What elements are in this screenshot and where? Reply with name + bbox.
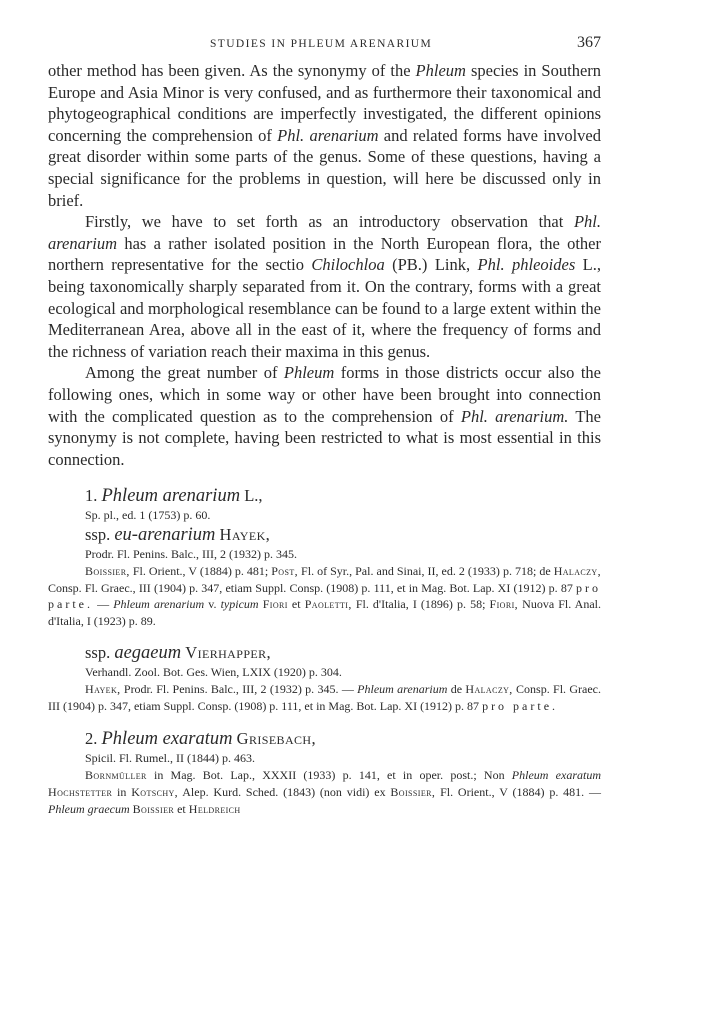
cit-text: Nuova Fl. Anal. d'Italia, I (1923) p. 89. bbox=[48, 597, 602, 629]
cit-author: Fiori bbox=[262, 597, 288, 612]
text-run: and related forms have involved great disorder within some parts of the genus. Some of these questions, having a special significance for the problems in question, will here be discussed only in brief. bbox=[48, 125, 602, 210]
cit-author: Hochstetter bbox=[48, 785, 113, 800]
taxon-name: aegaeum bbox=[114, 643, 182, 664]
cit-italic: typicum bbox=[220, 597, 259, 612]
cit-author: Boissier, bbox=[85, 563, 130, 578]
paragraph-1 bbox=[48, 60, 601, 211]
taxon-heading-phleum-exaratum bbox=[48, 728, 601, 750]
cit-author: Post, bbox=[271, 563, 299, 578]
cit-italic: Phleum exaratum bbox=[511, 768, 601, 783]
taxon-number: 1. bbox=[85, 486, 98, 506]
text-run: The synonymy is not complete, having been restricted to what is most essential in this connection. bbox=[48, 406, 601, 469]
rank-prefix: ssp. bbox=[85, 525, 111, 545]
text-run: has a rather isolated position in the North European flora, the other northern representative for the sectio bbox=[48, 233, 601, 275]
taxon-heading-phleum-arenarium bbox=[48, 485, 601, 507]
cit-text: v. bbox=[204, 597, 221, 612]
taxon-reference: Sp. pl., ed. 1 (1753) p. 60. bbox=[85, 508, 211, 523]
cit-spaced: pro parte. bbox=[482, 698, 559, 713]
taxon-author: Vierhapper, bbox=[185, 643, 272, 663]
cit-author: Heldreich bbox=[188, 801, 241, 816]
taxon-author: L., bbox=[244, 486, 263, 506]
cit-text: et bbox=[174, 801, 189, 816]
synonymy-citation bbox=[48, 681, 601, 715]
taxon-name: eu-arenarium bbox=[114, 525, 216, 546]
text-run: other method has been given. As the synonymy of the bbox=[48, 61, 416, 80]
cit-author: Hayek, bbox=[85, 681, 121, 696]
text-run: forms in those districts occur also the following ones, which in some way or other have been brought into connection with the complicated question as to the comprehension of bbox=[48, 363, 601, 426]
italic-run: Chilochloa bbox=[311, 255, 385, 275]
italic-run: Phleum bbox=[283, 363, 335, 383]
cit-text: Fl. Orient., V (1884) p. 481. — bbox=[435, 785, 601, 800]
cit-author: Boissier bbox=[132, 801, 175, 816]
italic-run: Phl. arenarium bbox=[277, 125, 379, 145]
synonymy-citation bbox=[48, 767, 601, 817]
rank-prefix: ssp. bbox=[85, 643, 111, 663]
cit-author: Boissier, bbox=[390, 785, 436, 800]
cit-text: — bbox=[92, 597, 114, 612]
cit-text: Fl. d'Italia, I (1896) p. 58; bbox=[351, 597, 490, 612]
spacer bbox=[48, 630, 601, 642]
taxon-heading-eu-arenarium bbox=[48, 524, 601, 546]
taxon-name: Phleum exaratum bbox=[101, 729, 233, 750]
cit-author: Bornmüller bbox=[85, 768, 147, 783]
cit-text: Consp. Fl. Graec. III (1904) p. 347, etiam Suppl. Consp. (1908) p. 111, et in Mag. Bot. Lap. XI (1912) p. 87 bbox=[48, 681, 601, 713]
spacer bbox=[48, 714, 601, 728]
taxon-name: Phleum arenarium bbox=[101, 486, 241, 507]
cit-text: in bbox=[112, 785, 132, 800]
cit-spaced: pro parte. bbox=[48, 580, 601, 612]
text-run: species in Southern Europe and Asia Minor is very confused, and as furthermore their taxonomical and phytogeographical conditions are imperfectly investigated, the different opinions concerning the comprehension of bbox=[48, 61, 602, 145]
cit-text: et bbox=[287, 597, 305, 612]
cit-text: in Mag. Bot. Lap., XXXII (1933) p. 141, et in oper. post.; Non bbox=[146, 768, 512, 783]
cit-text: Fl. of Syr., Pal. and Sinai, II, ed. 2 (1933) p. 718; de bbox=[298, 563, 554, 578]
cit-italic: Phleum arenarium bbox=[113, 597, 205, 612]
taxon-list bbox=[48, 485, 601, 817]
taxon-author: Hayek, bbox=[219, 525, 271, 545]
text-run: Among the great number of bbox=[85, 363, 284, 383]
page bbox=[48, 34, 601, 818]
taxon-number: 2. bbox=[85, 729, 98, 749]
cit-author: Fiori, bbox=[489, 597, 519, 612]
cit-author: Halaczy, bbox=[465, 681, 513, 696]
cit-text: Alep. Kurd. Sched. (1843) (non vidi) ex bbox=[178, 785, 391, 800]
text-run: Firstly, we have to set forth as an introductory observation that bbox=[85, 212, 574, 232]
page-header bbox=[48, 34, 601, 60]
synonymy-citation bbox=[48, 563, 601, 630]
italic-run: Phleum bbox=[415, 61, 466, 80]
taxon-reference: Spicil. Fl. Rumel., II (1844) p. 463. bbox=[85, 751, 255, 766]
cit-italic: Phleum graecum bbox=[48, 801, 130, 816]
taxon-reference: Prodr. Fl. Penins. Balc., III, 2 (1932) p. 345. bbox=[85, 547, 297, 562]
cit-author: Halaczy, bbox=[553, 563, 601, 578]
cit-text: Consp. Fl. Graec., III (1904) p. 347, etiam Suppl. Consp. (1908) p. 111, et in Mag. Bot. Lap. XI (1912) p. 87 bbox=[48, 580, 576, 595]
paragraph-2 bbox=[48, 211, 601, 362]
cit-text: Fl. Orient., V (1884) p. 481; bbox=[129, 563, 272, 578]
page-number: 367 bbox=[577, 34, 601, 51]
italic-run: Phl. phleoides bbox=[477, 255, 576, 275]
italic-run: Phl. arenarium. bbox=[460, 406, 569, 426]
taxon-author: Grisebach, bbox=[236, 729, 317, 749]
taxon-heading-aegaeum bbox=[48, 642, 601, 664]
cit-italic: Phleum arenarium bbox=[357, 681, 448, 696]
italic-run: Phl. arenarium bbox=[48, 212, 601, 253]
cit-author: Kotschy, bbox=[131, 785, 179, 800]
cit-author: Paoletti, bbox=[304, 597, 352, 612]
cit-text: Prodr. Fl. Penins. Balc., III, 2 (1932) p. 345. — bbox=[120, 681, 358, 696]
paragraph-3 bbox=[48, 362, 601, 470]
text-run: L., being taxonomically sharply separated from it. On the contrary, forms with a great ecological and morphological resemblance can be found to a large extent within the Mediterranean Area, above all in the east of it, where the frequency of forms and the richness of variation reach their maxima in this genus. bbox=[48, 255, 601, 361]
text-run: (PB.) Link, bbox=[384, 255, 478, 275]
running-title: STUDIES IN PHLEUM ARENARIUM bbox=[210, 38, 433, 50]
cit-text: de bbox=[447, 681, 466, 696]
taxon-reference: Verhandl. Zool. Bot. Ges. Wien, LXIX (1920) p. 304. bbox=[85, 665, 342, 680]
